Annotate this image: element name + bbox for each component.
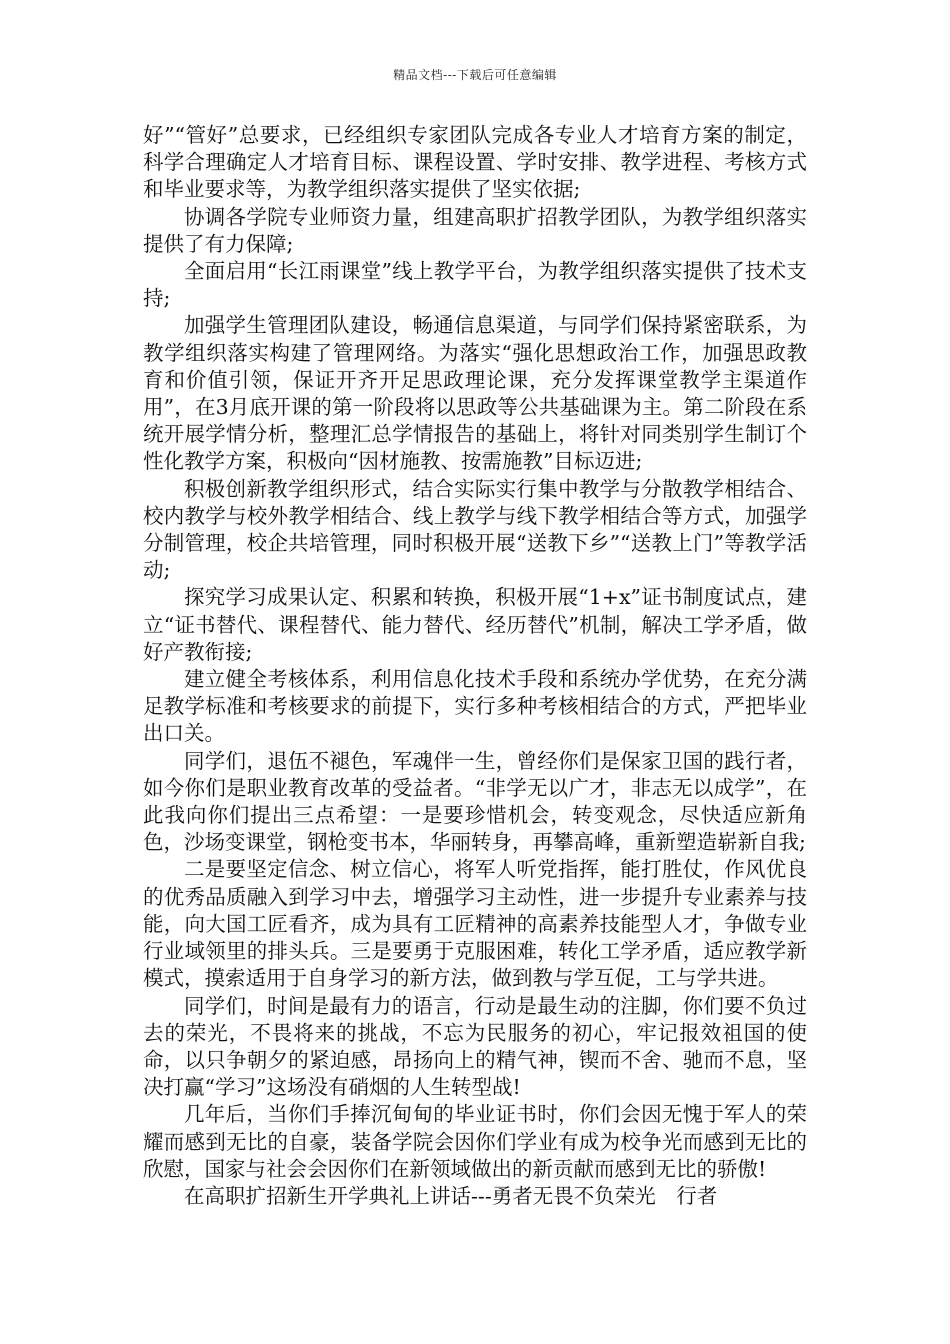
paragraph-2: 协调各学院专业师资力量，组建高职扩招教学团队，为教学组织落实提供了有力保障; [143,204,807,256]
paragraph-5: 积极创新教学组织形式，结合实际实行集中教学与分散教学相结合、校内教学与校外教学相结合、线上教学与线下教学相结合等方式，加强学分制管理，校企共培管理，同时积极开展“送教下乡”“送教上门”等教学活动; [143,476,807,583]
paragraph-6: 探究学习成果认定、积累和转换，积极开展“1+x”证书制度试点，建立“证书替代、课程替代、能力替代、经历替代”机制，解决工学矛盾，做好产教衔接; [143,585,807,664]
paragraph-4: 加强学生管理团队建设，畅通信息渠道，与同学们保持紧密联系，为教学组织落实构建了管理网络。为落实“强化思想政治工作，加强思政教育和价值引领，保证开齐开足思政理论课，充分发挥课堂教学主渠道作用”，在3月底开课的第一阶段将以思政等公共基础课为主。第二阶段在系统开展学情分析，整理汇总学情报告的基础上，将针对同类别学生制订个性化教学方案，积极向“因材施教、按需施教”目标迈进; [143,313,807,474]
paragraph-3: 全面启用“长江雨课堂”线上教学平台，为教学组织落实提供了技术支持; [143,259,807,311]
paragraph-7: 建立健全考核体系，利用信息化技术手段和系统办学优势，在充分满足教学标准和考核要求的前提下，实行多种考核相结合的方式，严把毕业出口关。 [143,667,807,746]
paragraph-11: 几年后，当你们手捧沉甸甸的毕业证书时，你们会因无愧于军人的荣耀而感到无比的自豪，装备学院会因你们学业有成为校争光而感到无比的欣慰，国家与社会会因你们在新领域做出的新贡献而感到无比的骄傲! [143,1102,807,1181]
paragraph-12: 在高职扩招新生开学典礼上讲话---勇者无畏不负荣光 行者 [184,1183,718,1208]
paragraph-9: 二是要坚定信念、树立信心，将军人听党指挥，能打胜仗，作风优良的优秀品质融入到学习中去，增强学习主动性，进一步提升专业素养与技能，向大国工匠看齐，成为具有工匠精神的高素养技能型人才，争做专业行业域领里的排头兵。三是要勇于克服困难，转化工学矛盾，适应教学新模式，摸索适用于自身学习的新方法，做到教与学互促，工与学共进。 [143,857,807,991]
paragraph-10: 同学们，时间是最有力的语言，行动是最生动的注脚，你们要不负过去的荣光，不畏将来的挑战，不忘为民服务的初心，牢记报效祖国的使命，以只争朝夕的紧迫感，昂扬向上的精气神，锲而不舍、驰而不息，坚决打赢“学习”这场没有硝烟的人生转型战! [143,993,807,1100]
document-body [143,122,807,1210]
paragraph-1: 好”“管好”总要求，已经组织专家团队完成各专业人才培育方案的制定，科学合理确定人才培育目标、课程设置、学时安排、教学进程、考核方式和毕业要求等，为教学组织落实提供了坚实依据; [143,123,807,202]
paragraph-8: 同学们，退伍不褪色，军魂伴一生，曾经你们是保家卫国的践行者，如今你们是职业教育改革的受益者。“非学无以广才，非志无以成学”，在此我向你们提出三点希望：一是要珍惜机会，转变观念，尽快适应新角色，沙场变课堂，钢枪变书本，华丽转身，再攀高峰，重新塑造崭新自我; [143,748,807,855]
page-header: 精品文档---下载后可任意编辑 [393,68,557,82]
